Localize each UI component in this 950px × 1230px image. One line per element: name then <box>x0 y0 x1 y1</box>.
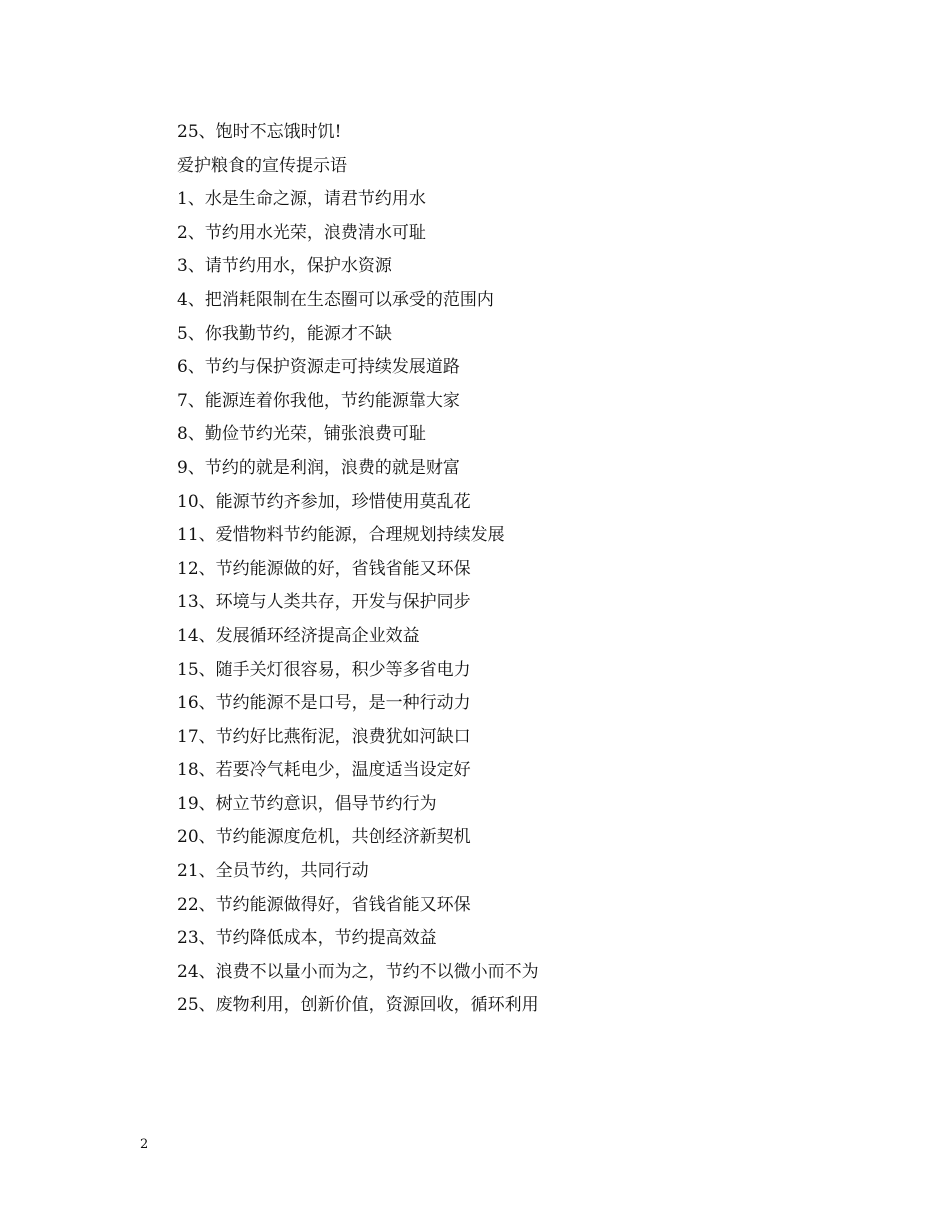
list-item: 25、废物利用，创新价值，资源回收，循环利用 <box>177 995 539 1016</box>
list-item: 18、若要冷气耗电少，温度适当设定好 <box>177 760 471 781</box>
document-body <box>177 116 877 1023</box>
list-item: 13、环境与人类共存，开发与保护同步 <box>177 592 471 613</box>
list-item: 16、节约能源不是口号，是一种行动力 <box>177 693 471 714</box>
page-number: 2 <box>140 1137 149 1152</box>
list-item: 19、树立节约意识，倡导节约行为 <box>177 793 437 814</box>
list-item: 14、发展循环经济提高企业效益 <box>177 625 420 646</box>
list-item: 2、节约用水光荣，浪费清水可耻 <box>177 222 426 243</box>
section-heading: 爱护粮食的宣传提示语 <box>177 155 347 176</box>
list-item: 3、请节约用水，保护水资源 <box>177 256 392 277</box>
list-item: 4、把消耗限制在生态圈可以承受的范围内 <box>177 289 494 310</box>
list-item: 10、能源节约齐参加，珍惜使用莫乱花 <box>177 491 471 512</box>
list-item: 5、你我勤节约，能源才不缺 <box>177 323 392 344</box>
list-item: 12、节约能源做的好，省钱省能又环保 <box>177 558 471 579</box>
text-line: 25、饱时不忘饿时饥! <box>177 122 342 142</box>
list-item: 7、能源连着你我他，节约能源靠大家 <box>177 390 460 411</box>
list-item: 1、水是生命之源，请君节约用水 <box>177 189 426 210</box>
list-item: 9、节约的就是利润，浪费的就是财富 <box>177 457 460 478</box>
list-item: 15、随手关灯很容易，积少等多省电力 <box>177 659 471 680</box>
list-item: 11、爱惜物料节约能源，合理规划持续发展 <box>177 525 505 546</box>
list-item: 23、节约降低成本，节约提高效益 <box>177 928 437 949</box>
list-item: 24、浪费不以量小而为之，节约不以微小而不为 <box>177 961 539 982</box>
list-item: 17、节约好比燕衔泥，浪费犹如河缺口 <box>177 726 471 747</box>
list-item: 6、节约与保护资源走可持续发展道路 <box>177 357 460 378</box>
list-item: 22、节约能源做得好，省钱省能又环保 <box>177 894 471 915</box>
list-item: 21、全员节约，共同行动 <box>177 861 369 882</box>
list-item: 20、节约能源度危机，共创经济新契机 <box>177 827 471 848</box>
list-item: 8、勤俭节约光荣，铺张浪费可耻 <box>177 424 426 445</box>
